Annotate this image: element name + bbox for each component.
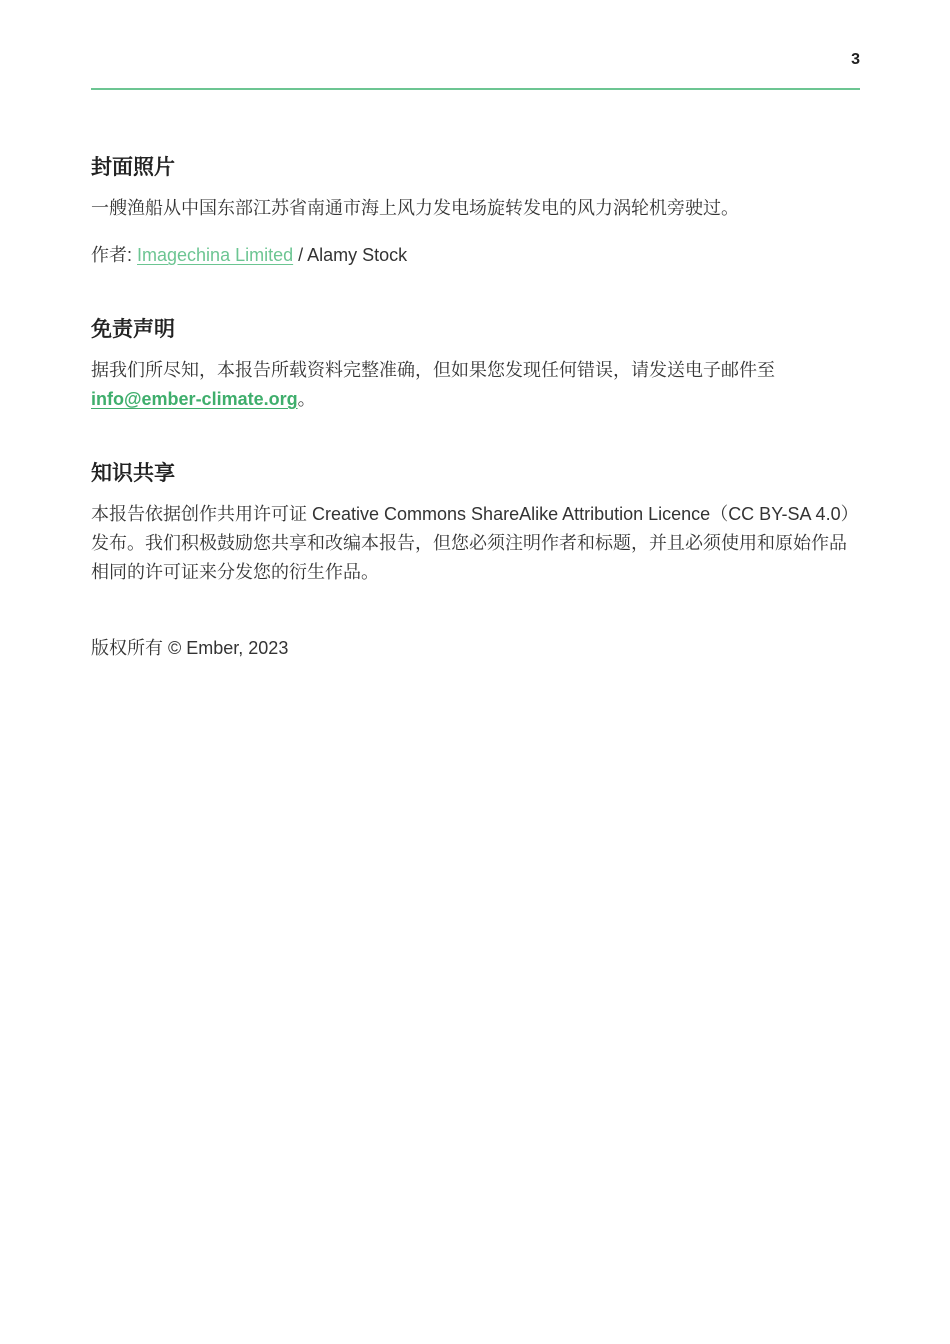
credit-link[interactable]: Imagechina Limited	[137, 245, 294, 265]
page-number: 3	[851, 51, 860, 68]
copyright-notice: 版权所有 © Ember, 2023	[91, 638, 289, 658]
creative-commons-section	[91, 460, 861, 587]
disclaimer-body: 据我们所尽知，本报告所载资料完整准确，但如果您发现任何错误，请发送电子邮件至	[91, 360, 775, 380]
credit-prefix: 作者:	[91, 245, 138, 265]
disclaimer-text	[91, 356, 861, 414]
cover-photo-heading: 封面照片	[91, 156, 175, 179]
disclaimer-section	[91, 316, 861, 414]
cover-photo-section	[91, 154, 861, 270]
disclaimer-end: 。	[297, 389, 316, 409]
email-link[interactable]: info@ember-climate.org	[91, 389, 298, 409]
disclaimer-heading: 免责声明	[91, 318, 175, 341]
photo-credit	[91, 241, 861, 270]
creative-commons-text: 本报告依据创作共用许可证 Creative Commons ShareAlike Attribution Licence（CC BY-SA 4.0）发布。我们积极鼓励您共享和改编本报告，但您必须注明作者和标题，并且必须使用和原始作品相同的许可证来分发您的衍生作品。	[91, 504, 859, 582]
creative-commons-heading: 知识共享	[91, 462, 175, 485]
credit-suffix: / Alamy Stock	[293, 245, 408, 265]
cover-photo-description: 一艘渔船从中国东部江苏省南通市海上风力发电场旋转发电的风力涡轮机旁驶过。	[91, 198, 739, 218]
header-divider	[91, 88, 860, 90]
